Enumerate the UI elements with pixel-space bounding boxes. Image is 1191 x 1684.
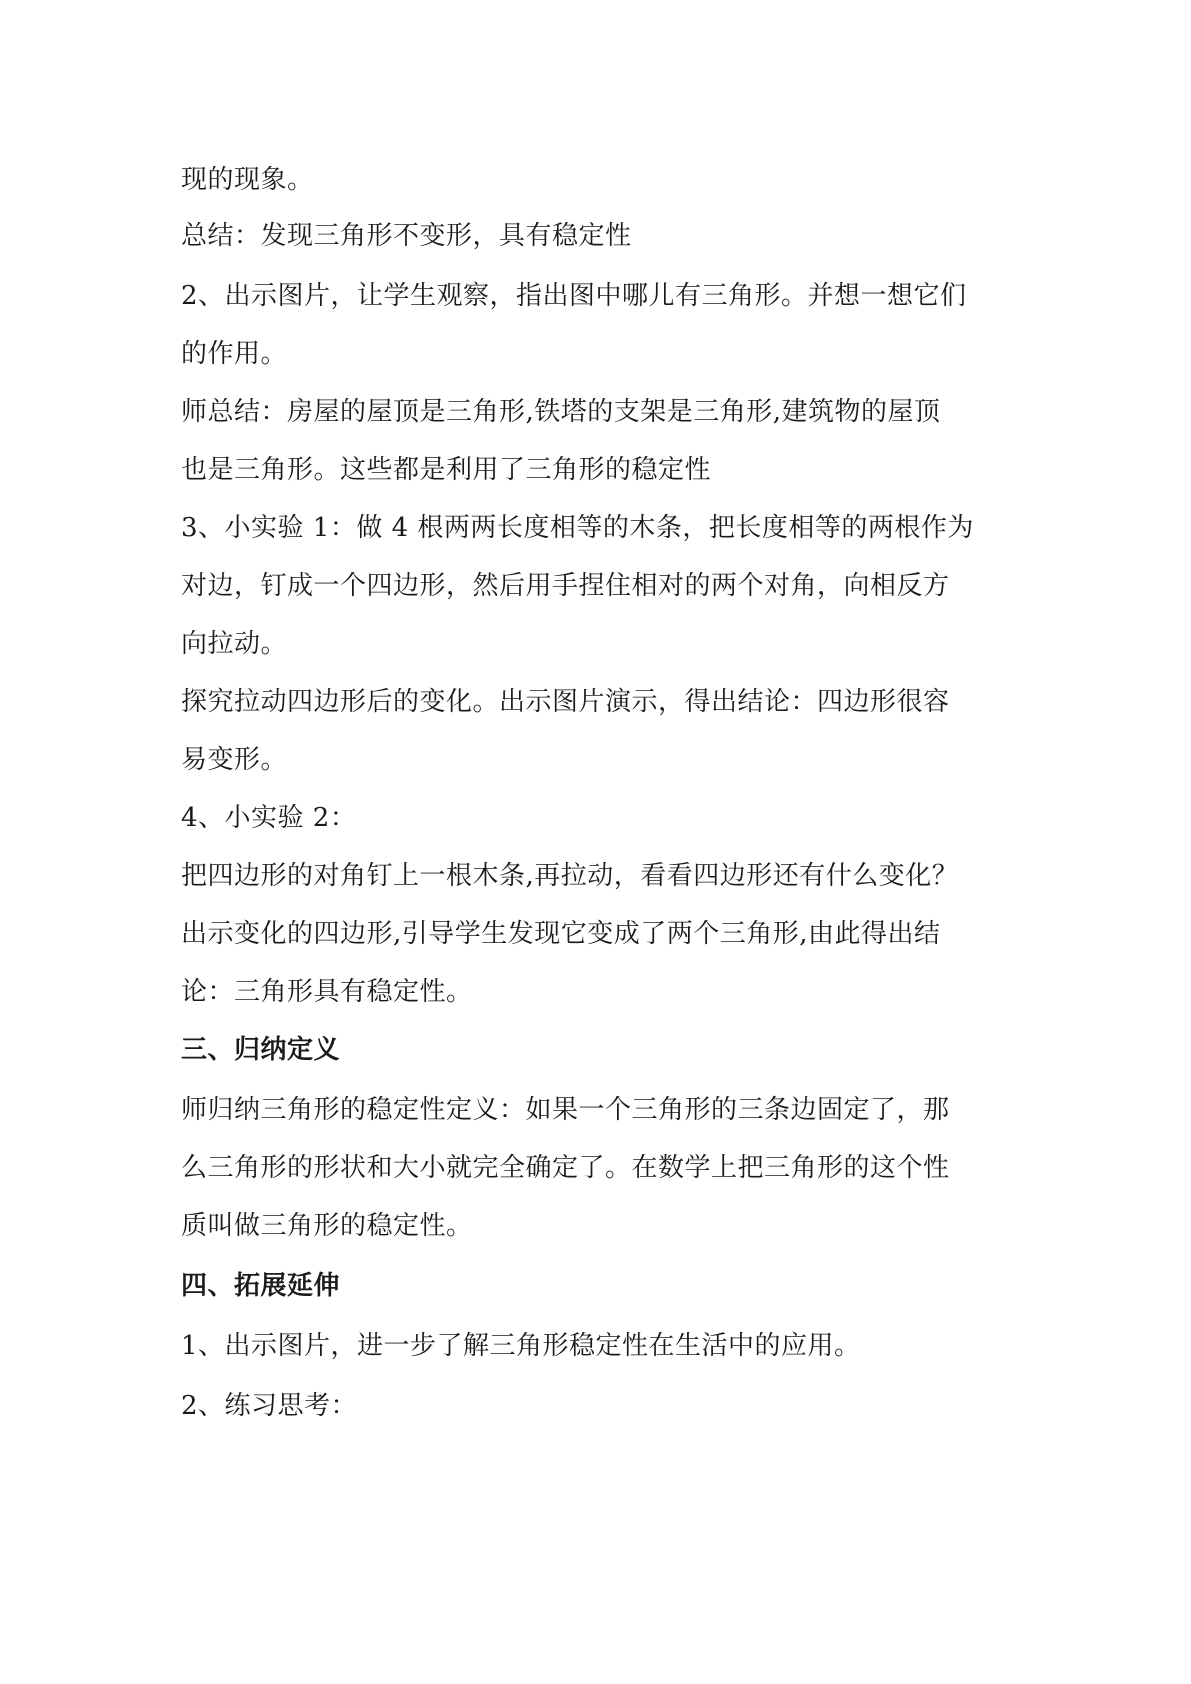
text-line: 总结：发现三角形不变形，具有稳定性 [181, 221, 632, 251]
text-line: 向拉动。 [181, 629, 288, 659]
text-line: 2、练习思考： [181, 1391, 358, 1421]
text-line: 师归纳三角形的稳定性定义：如果一个三角形的三条边固定了，那 [181, 1095, 950, 1125]
text-line: 1、出示图片，进一步了解三角形稳定性在生活中的应用。 [181, 1331, 861, 1361]
text-line: 探究拉动四边形后的变化。出示图片演示，得出结论：四边形很容 [181, 687, 950, 717]
text-line: 出示变化的四边形,引导学生发现它变成了两个三角形,由此得出结 [181, 919, 941, 949]
text-line: 么三角形的形状和大小就完全确定了。在数学上把三角形的这个性 [181, 1153, 950, 1183]
text-line: 也是三角形。这些都是利用了三角形的稳定性 [181, 455, 712, 485]
text-line: 3、小实验 1：做 4 根两两长度相等的木条，把长度相等的两根作为 [181, 513, 974, 543]
text-line: 现的现象。 [181, 165, 314, 195]
text-line: 对边，钉成一个四边形，然后用手捏住相对的两个对角，向相反方 [181, 571, 950, 601]
text-line: 论：三角形具有稳定性。 [181, 977, 473, 1007]
text-line: 的作用。 [181, 339, 288, 369]
section-heading: 四、拓展延伸 [181, 1271, 341, 1301]
section-heading: 三、归纳定义 [181, 1035, 341, 1065]
text-line: 2、出示图片，让学生观察，指出图中哪儿有三角形。并想一想它们 [181, 281, 967, 311]
text-line: 易变形。 [181, 745, 288, 775]
text-line: 质叫做三角形的稳定性。 [181, 1211, 473, 1241]
text-line: 4、小实验 2： [181, 803, 357, 833]
text-line: 师总结：房屋的屋顶是三角形,铁塔的支架是三角形,建筑物的屋顶 [181, 397, 941, 427]
text-line: 把四边形的对角钉上一根木条,再拉动，看看四边形还有什么变化？ [181, 861, 959, 891]
